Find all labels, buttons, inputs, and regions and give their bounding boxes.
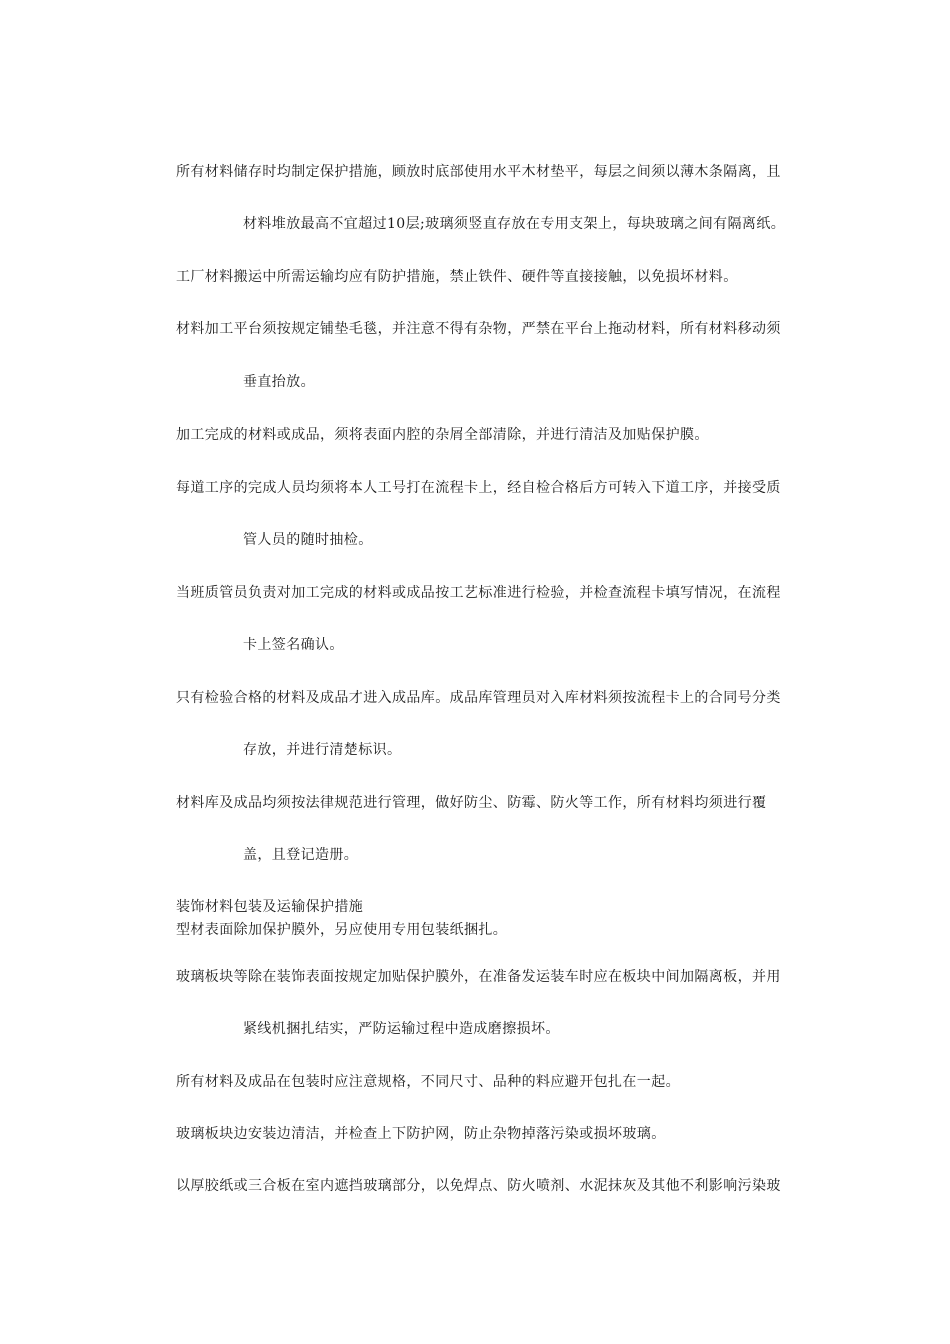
text-line: 以厚胶纸或三合板在室内遮挡玻璃部分，以免焊点、防火喷剂、水泥抹灰及其他不利影响污染玻 bbox=[176, 1178, 781, 1194]
text-line: 紧线机捆扎结实，严防运输过程中造成磨擦损坏。 bbox=[243, 1021, 560, 1037]
text-line: 工厂材料搬运中所需运输均应有防护措施，禁止铁件、硬件等直接接触，以免损坏材料。 bbox=[176, 269, 738, 285]
text-line: 所有材料储存时均制定保护措施，顾放时底部使用水平木材垫平，每层之间须以薄木条隔离，且 bbox=[176, 164, 781, 180]
text-line: 卡上签名确认。 bbox=[243, 637, 344, 653]
text-line: 垂直抬放。 bbox=[243, 374, 315, 390]
text-line: 玻璃板块边安装边清洁，并检查上下防护网，防止杂物掉落污染或损坏玻璃。 bbox=[176, 1126, 666, 1142]
text-line: 所有材料及成品在包装时应注意规格，不同尺寸、品种的料应避开包扎在一起。 bbox=[176, 1074, 680, 1090]
text-line: 材料库及成品均须按法律规范进行管理，做好防尘、防霉、防火等工作，所有材料均须进行覆 bbox=[176, 795, 767, 811]
text-line: 盖，且登记造册。 bbox=[243, 847, 359, 863]
text-line: 管人员的随时抽检。 bbox=[243, 532, 373, 548]
text-line: 玻璃板块等除在装饰表面按规定加贴保护膜外，在准备发运装车时应在板块中间加隔离板，并用 bbox=[176, 969, 781, 985]
text-line: 加工完成的材料或成品，须将表面内腔的杂屑全部清除，并进行清洁及加贴保护膜。 bbox=[176, 427, 709, 443]
text-line: 每道工序的完成人员均须将本人工号打在流程卡上，经自检合格后方可转入下道工序，并接受质 bbox=[176, 480, 781, 496]
text-line: 存放，并进行清楚标识。 bbox=[243, 742, 402, 758]
text-line: 材料堆放最高不宜超过10层;玻璃须竖直存放在专用支架上，每块玻璃之间有隔离纸。 bbox=[243, 216, 786, 232]
section-heading: 装饰材料包装及运输保护措施 bbox=[176, 899, 364, 915]
text-line: 型材表面除加保护膜外，另应使用专用包装纸捆扎。 bbox=[176, 922, 508, 938]
text-line: 材料加工平台须按规定铺垫毛毯，并注意不得有杂物，严禁在平台上拖动材料，所有材料移动须 bbox=[176, 321, 781, 337]
text-line: 只有检验合格的材料及成品才进入成品库。成品库管理员对入库材料须按流程卡上的合同号分类 bbox=[176, 690, 781, 706]
text-line: 当班质管员负责对加工完成的材料或成品按工艺标准进行检验，并检查流程卡填写情况，在流程 bbox=[176, 585, 781, 601]
